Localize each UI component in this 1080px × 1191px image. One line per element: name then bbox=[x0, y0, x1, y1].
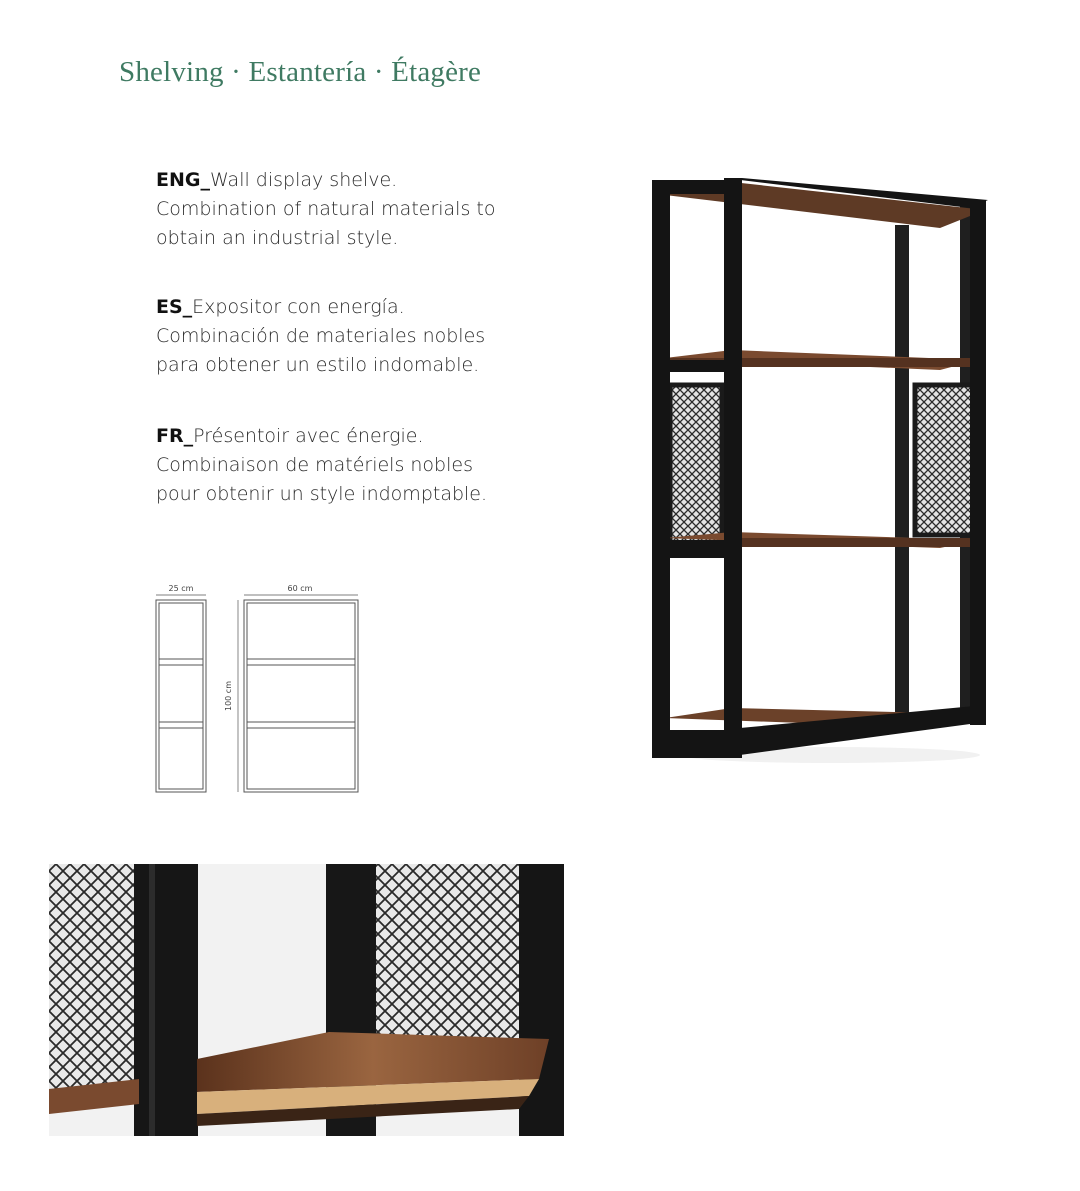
depth-label: 25 cm bbox=[168, 584, 194, 593]
description-headline: Wall display shelve. bbox=[209, 169, 398, 191]
side-view-drawing bbox=[156, 595, 206, 792]
language-code-es: ES_ bbox=[156, 296, 193, 318]
description-line: Combinaison de matériels nobles bbox=[156, 454, 473, 476]
description-line: pour obtenir un style indomptable. bbox=[156, 483, 488, 505]
product-image bbox=[640, 170, 1000, 770]
height-label: 100 cm bbox=[224, 680, 233, 712]
detail-image bbox=[49, 864, 564, 1136]
description-line: Combinación de materiales nobles bbox=[156, 325, 486, 347]
description-line: Combination of natural materials to bbox=[156, 198, 496, 220]
description-headline: Présentoir avec énergie. bbox=[193, 425, 424, 447]
language-code-eng: ENG_ bbox=[156, 169, 210, 191]
language-code-fr: FR_ bbox=[156, 425, 194, 447]
description-line: obtain an industrial style. bbox=[156, 227, 399, 249]
front-view-drawing bbox=[238, 595, 358, 792]
page-title: Shelving · Estantería · Étagère bbox=[119, 56, 482, 88]
description-spanish bbox=[156, 293, 556, 380]
description-french bbox=[156, 422, 556, 509]
description-headline: Expositor con energía. bbox=[192, 296, 405, 318]
dimension-drawing bbox=[140, 578, 380, 803]
description-line: para obtener un estilo indomable. bbox=[156, 354, 480, 376]
width-label: 60 cm bbox=[287, 584, 313, 593]
description-english bbox=[156, 166, 556, 253]
